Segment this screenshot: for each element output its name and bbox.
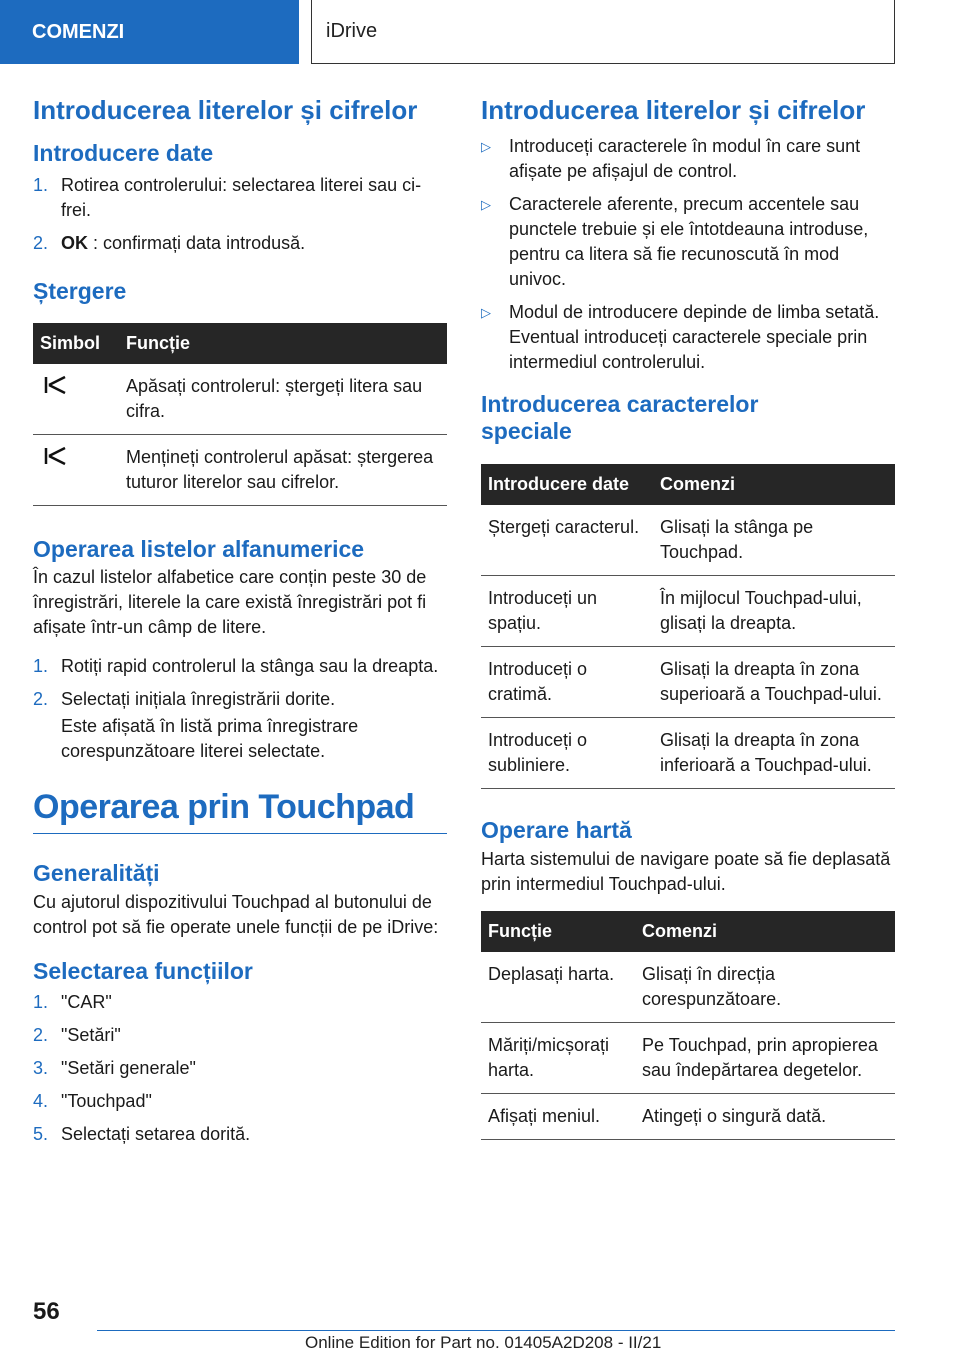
- table-header: Funcție: [481, 911, 635, 952]
- step-number: 1.: [33, 656, 49, 677]
- delete-icon: [40, 445, 68, 467]
- alpha-steps: [33, 654, 447, 712]
- table-row: [481, 647, 895, 718]
- table-cell: Introduceți o cratimă.: [481, 647, 653, 718]
- table-row: [481, 718, 895, 789]
- delete-heading: Ștergere: [33, 277, 127, 304]
- step-number: 1.: [33, 991, 49, 1012]
- table-row: [481, 505, 895, 576]
- step-text: Rotiți rapid controlerul la stânga sau la dreapta.: [61, 656, 439, 677]
- list-item: [33, 687, 447, 712]
- step-text: : confirmați data introdusă.: [93, 232, 306, 253]
- table-header: Comenzi: [635, 911, 895, 952]
- step-number: 5.: [33, 1123, 49, 1144]
- footer-divider: [97, 1330, 895, 1331]
- table-cell: Apăsați controlerul: ștergeți litera sau cifra.: [119, 364, 447, 435]
- alpha-text: În cazul listelor alfabetice care conțin peste 30 de înregistrări, literele la care există înregistrări pot fi afișate într-un câmp de litere.: [33, 567, 427, 638]
- step-text: Selectați setarea dorită.: [61, 1123, 251, 1144]
- list-item: [33, 654, 447, 679]
- triangle-bullet-icon: ▷: [481, 196, 491, 212]
- step-text: "Touchpad": [61, 1090, 152, 1111]
- table-header: Comenzi: [653, 464, 895, 505]
- alpha-note: Este afișată în listă prima înregistrare corespunzătoare literei selectate.: [61, 716, 359, 762]
- table-row: [481, 1093, 895, 1139]
- map-text: Harta sistemului de navigare poate să fie deplasată prin intermediul Touchpad-ului.: [481, 848, 891, 894]
- general-text: Cu ajutorul dispozitivului Touchpad al butonului de control pot să fie operate unele funcții de pe iDrive:: [33, 892, 439, 938]
- select-steps: [33, 990, 447, 1147]
- list-item: [481, 134, 895, 184]
- bullet-text: Modul de introducere depinde de limba setată. Eventual introduceți caracterele speciale prin intermediul controlerului.: [509, 301, 880, 372]
- table-header: Simbol: [33, 323, 119, 364]
- list-item: [481, 300, 895, 375]
- step-text: "Setări generale": [61, 1057, 196, 1078]
- general-heading: Generalități: [33, 860, 160, 887]
- list-item: [33, 1089, 447, 1114]
- left-column: [33, 96, 447, 1155]
- section-title-right: Introducerea literelor și cifrelor: [481, 95, 866, 125]
- table-row: [33, 364, 447, 435]
- table-cell: Mențineți controlerul apăsat: ștergerea tuturor literelor sau cifrelor.: [119, 434, 447, 505]
- touchpad-title: Operarea prin Touchpad: [33, 788, 447, 834]
- list-item: [481, 192, 895, 292]
- step-text: "CAR": [61, 991, 112, 1012]
- list-item: [33, 173, 447, 223]
- step-number: 2.: [33, 689, 49, 710]
- map-heading: Operare hartă: [481, 817, 632, 844]
- special-heading: Introducerea caracterelor speciale: [481, 390, 759, 445]
- delete-table: [33, 323, 447, 506]
- triangle-bullet-icon: ▷: [481, 138, 491, 154]
- table-cell: Glisați în direcția corespunzătoare.: [635, 952, 895, 1023]
- page-header: [0, 0, 960, 66]
- step-number: 1.: [33, 174, 49, 195]
- table-header: Introducere date: [481, 464, 653, 505]
- right-column: [481, 96, 895, 1140]
- section-label: COMENZI: [0, 0, 299, 64]
- table-cell: Ștergeți caracterul.: [481, 505, 653, 576]
- table-cell: Deplasați harta.: [481, 952, 635, 1023]
- table-header: Funcție: [119, 323, 447, 364]
- list-item: [33, 1122, 447, 1147]
- step-number: 2.: [33, 1024, 49, 1045]
- step-text: "Setări": [61, 1024, 121, 1045]
- page-number: 56: [33, 1298, 60, 1325]
- delete-icon: [40, 374, 68, 396]
- bullet-text: Introduceți caracterele în modul în care sunt afișate pe afișajul de control.: [509, 135, 861, 181]
- triangle-bullet-icon: ▷: [481, 304, 491, 320]
- input-steps: [33, 173, 447, 256]
- special-table: [481, 464, 895, 789]
- alpha-heading: Operarea listelor alfanumerice: [33, 535, 365, 562]
- table-cell: Glisați la stânga pe Touchpad.: [653, 505, 895, 576]
- list-item: [33, 1023, 447, 1048]
- list-item: [33, 231, 447, 256]
- table-cell: Introduceți o subliniere.: [481, 718, 653, 789]
- list-item: [33, 990, 447, 1015]
- select-heading: Selectarea funcțiilor: [33, 958, 253, 985]
- table-row: [481, 952, 895, 1023]
- step-text: Rotirea controlerului: selectarea literei sau ci-frei.: [61, 174, 422, 220]
- table-row: [481, 576, 895, 647]
- list-item: [33, 1056, 447, 1081]
- table-cell: Afișați meniul.: [481, 1093, 635, 1139]
- table-cell: Atingeți o singură dată.: [635, 1093, 895, 1139]
- table-cell: Pe Touchpad, prin apropierea sau îndepărtarea degetelor.: [635, 1022, 895, 1093]
- section-title: Introducerea literelor și cifrelor: [33, 95, 418, 125]
- table-cell: Introduceți un spațiu.: [481, 576, 653, 647]
- chapter-label: iDrive: [311, 0, 895, 64]
- bullet-text: Caracterele aferente, precum accentele sau punctele trebuie și ele întotdeauna introduse, pentru ca litera să fie recunoscută în mod univoc.: [509, 193, 869, 289]
- ok-icon: OK: [61, 232, 88, 253]
- table-row: [481, 1022, 895, 1093]
- step-text: Selectați inițiala înregistrării dorite.: [61, 689, 336, 710]
- edition-text: Online Edition for Part no. 01405A2D208 - II/21: [305, 1333, 662, 1352]
- step-number: 2.: [33, 232, 49, 253]
- table-cell: Glisați la dreapta în zona inferioară a Touchpad-ului.: [653, 718, 895, 789]
- table-row: [33, 434, 447, 505]
- table-cell: Glisați la dreapta în zona superioară a Touchpad-ului.: [653, 647, 895, 718]
- table-cell: În mijlocul Touchpad-ului, glisați la dreapta.: [653, 576, 895, 647]
- bullet-list: [481, 134, 895, 375]
- table-cell: Măriți/micșorați harta.: [481, 1022, 635, 1093]
- input-heading: Introducere date: [33, 139, 214, 166]
- step-number: 4.: [33, 1090, 49, 1111]
- map-table: [481, 911, 895, 1140]
- step-number: 3.: [33, 1057, 49, 1078]
